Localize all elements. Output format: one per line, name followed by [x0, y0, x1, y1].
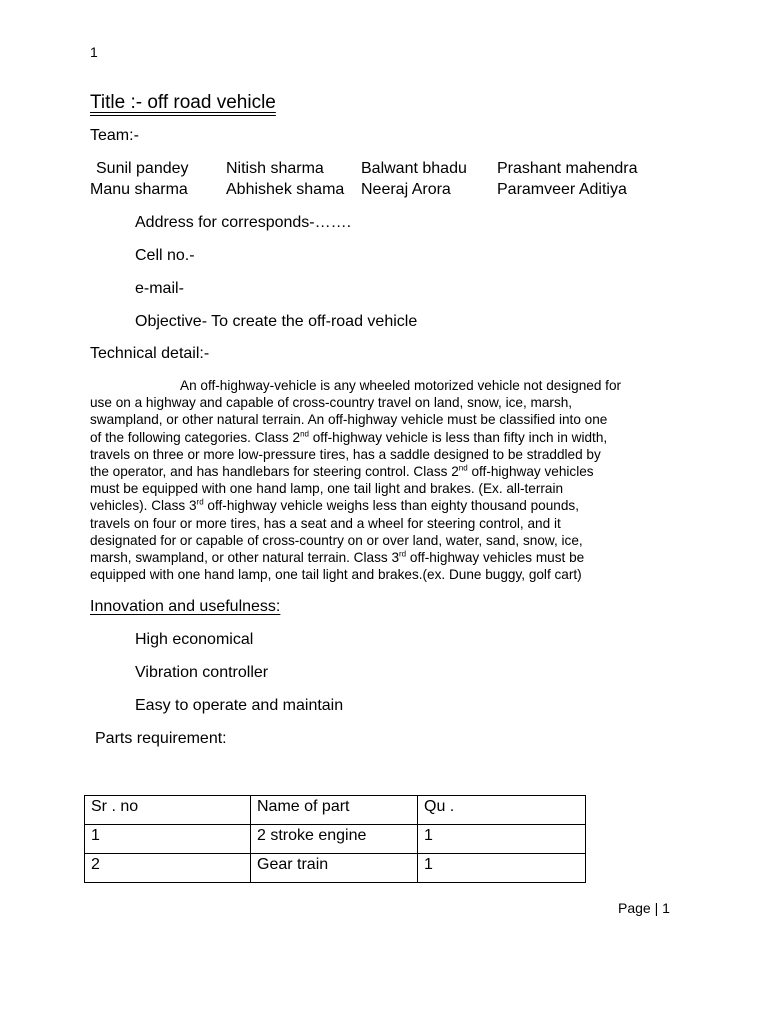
parts-table — [84, 795, 586, 883]
paragraph-line — [90, 480, 680, 497]
table-cell: 2 — [85, 854, 251, 883]
ordinal-suffix: nd — [458, 463, 468, 473]
paragraph-line — [90, 411, 680, 428]
team-member: Sunil pandey — [96, 160, 189, 177]
paragraph-text: travels on four or more tires, has a seat and a wheel for steering control, and it — [90, 515, 561, 531]
paragraph-text: of the following categories. Class 2 — [90, 429, 301, 445]
paragraph-line — [90, 446, 680, 463]
technical-paragraph — [90, 377, 680, 583]
paragraph-line — [90, 549, 680, 566]
document-title: Title :- off road vehicle — [90, 92, 276, 113]
table-cell: 1 — [418, 825, 586, 854]
paragraph-line — [90, 394, 680, 411]
table-cell: Gear train — [251, 854, 418, 883]
innovation-heading: Innovation and usefulness: — [90, 598, 281, 615]
team-member: Paramveer Aditiya — [497, 181, 627, 198]
paragraph-text: vehicles). Class 3 — [90, 498, 197, 514]
paragraph-text: must be equipped with one hand lamp, one tail light and brakes. (Ex. all-terrain — [90, 481, 564, 497]
team-member: Balwant bhadu — [361, 160, 467, 177]
team-member: Neeraj Arora — [361, 181, 451, 198]
paragraph-text: equipped with one hand lamp, one tail light and brakes.(ex. Dune buggy, golf cart) — [90, 567, 582, 583]
team-member: Manu sharma — [90, 181, 188, 198]
paragraph-line — [90, 377, 680, 394]
paragraph-text: designated for or capable of cross-country on or over land, water, sand, snow, ice, — [90, 532, 583, 548]
feature-item: Easy to operate and maintain — [135, 697, 344, 714]
paragraph-text: off-highway vehicle is less than fifty inch in width, — [308, 429, 608, 445]
parts-heading: Parts requirement: — [95, 730, 227, 747]
table-row — [85, 825, 586, 854]
paragraph-text: An off-highway-vehicle is any wheeled motorized vehicle not designed for — [180, 378, 622, 393]
email-line: e-mail- — [135, 280, 184, 297]
paragraph-line — [90, 497, 680, 514]
paragraph-line — [90, 515, 680, 532]
table-cell: 1 — [85, 825, 251, 854]
address-line: Address for corresponds-……. — [135, 214, 352, 231]
ordinal-suffix: nd — [300, 429, 309, 439]
team-member: Prashant mahendra — [497, 160, 638, 177]
table-header-row — [85, 796, 586, 825]
feature-item: Vibration controller — [135, 664, 269, 681]
table-cell: 1 — [418, 854, 586, 883]
ordinal-suffix: rd — [399, 549, 407, 559]
table-row — [85, 854, 586, 883]
table-header-cell: Sr . no — [85, 796, 251, 825]
paragraph-text: off-highway vehicle weighs less than eighty thousand pounds, — [203, 498, 579, 514]
table-cell: 2 stroke engine — [251, 825, 418, 854]
paragraph-text: swampland, or other natural terrain. An off-highway vehicle must be classified into one — [90, 412, 608, 428]
footer-page-label: Page | 1 — [618, 900, 670, 916]
team-member: Nitish sharma — [226, 160, 324, 177]
paragraph-text: use on a highway and capable of cross-country travel on land, snow, ice, marsh, — [90, 395, 573, 411]
objective-line: Objective- To create the off-road vehicle — [135, 313, 418, 330]
feature-item: High economical — [135, 631, 254, 648]
ordinal-suffix: rd — [196, 497, 204, 507]
paragraph-text: the operator, and has handlebars for steering control. Class 2 — [90, 463, 459, 479]
cell-line: Cell no.- — [135, 247, 195, 264]
team-label: Team:- — [90, 127, 139, 144]
paragraph-line — [90, 566, 680, 583]
table-header-cell: Name of part — [251, 796, 418, 825]
table-header-cell: Qu . — [418, 796, 586, 825]
paragraph-text: travels on three or more low-pressure tires, has a saddle designed to be straddled by — [90, 446, 601, 462]
paragraph-line — [90, 463, 680, 480]
team-member: Abhishek shama — [226, 181, 345, 198]
paragraph-text: off-highway vehicles — [467, 463, 594, 479]
paragraph-line — [90, 532, 680, 549]
header-page-number: 1 — [90, 44, 98, 60]
paragraph-text: marsh, swampland, or other natural terrain. Class 3 — [90, 549, 400, 565]
technical-detail-heading: Technical detail:- — [90, 345, 210, 362]
paragraph-line — [90, 429, 680, 446]
paragraph-text: off-highway vehicles must be — [406, 549, 585, 565]
